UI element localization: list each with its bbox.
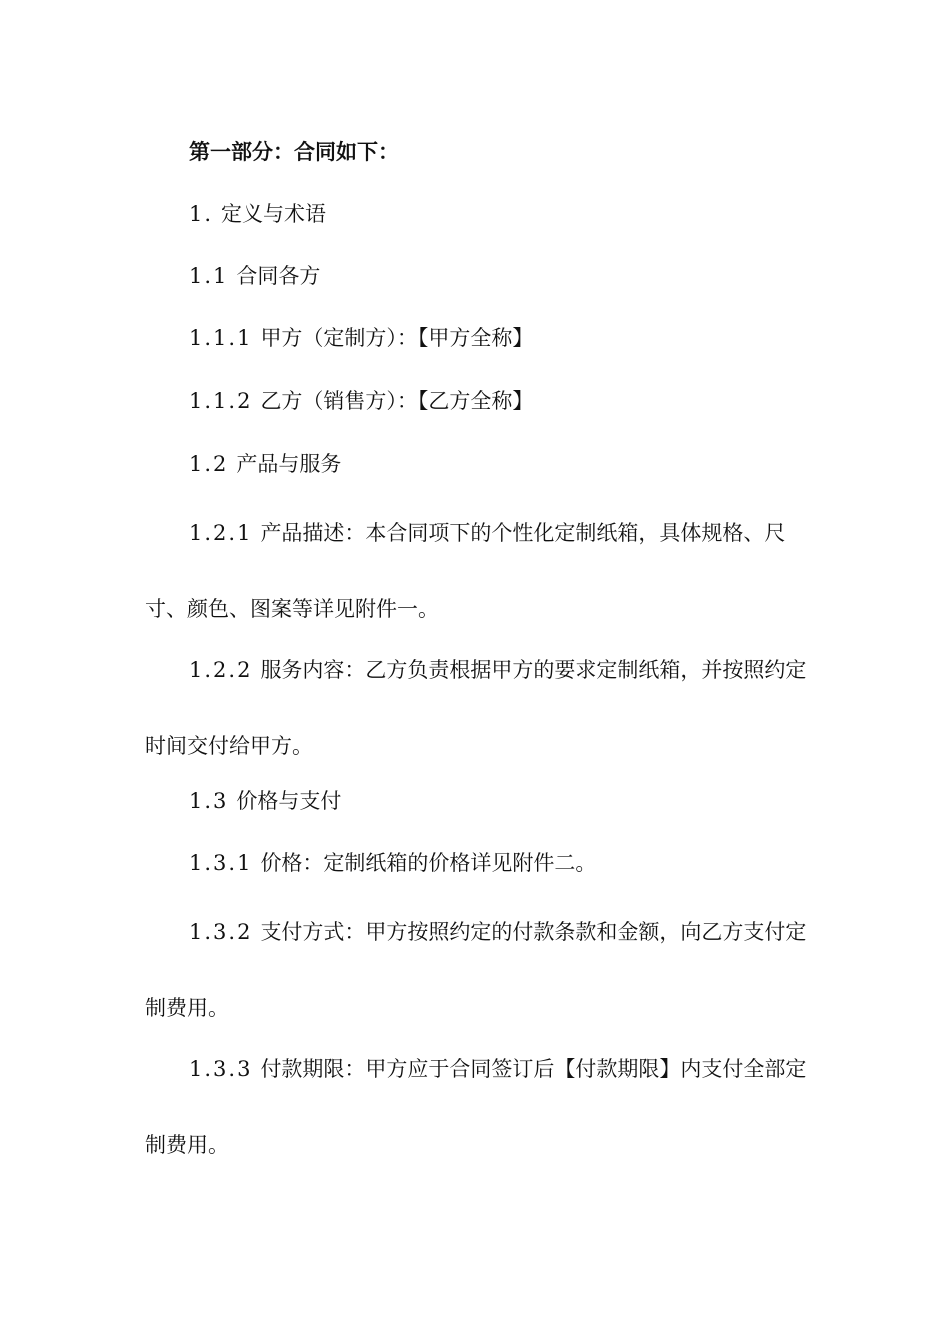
paragraph-1-1: [145, 245, 810, 307]
paragraph-1-3-2: [145, 894, 810, 1046]
paragraph-text: 产品描述：本合同项下的个性化定制纸箱，具体规格、尺寸、颜色、图案等详见附件一。: [145, 521, 786, 621]
paragraph-1-1-1: [145, 307, 810, 369]
paragraph-number: 1.2: [189, 452, 229, 476]
section-title: 第一部分：合同如下：: [189, 139, 399, 164]
paragraph-text: 乙方（销售方）：【乙方全称】: [260, 389, 534, 413]
paragraph-number: 1.3.2: [189, 920, 253, 944]
paragraph-text: 价格：定制纸箱的价格详见附件二。: [260, 851, 597, 875]
paragraph-text: 服务内容：乙方负责根据甲方的要求定制纸箱，并按照约定时间交付给甲方。: [145, 658, 807, 758]
paragraph-text: 价格与支付: [236, 789, 342, 813]
paragraph-text: 定义与术语: [221, 202, 327, 226]
paragraph-text: 甲方（定制方）：【甲方全称】: [260, 326, 534, 350]
paragraph-number: 1.3.3: [189, 1057, 253, 1081]
paragraph-1-3-3: [145, 1031, 810, 1183]
paragraph-text: 合同各方: [236, 264, 321, 288]
paragraph-1-1-2: [145, 370, 810, 432]
paragraph-number: 1.2.2: [189, 658, 253, 682]
paragraph-text: 付款期限：甲方应于合同签订后【付款期限】内支付全部定制费用。: [145, 1057, 807, 1157]
paragraph-text: 支付方式：甲方按照约定的付款条款和金额，向乙方支付定制费用。: [145, 920, 807, 1020]
paragraph-number: 1.1: [189, 264, 229, 288]
paragraph-number: 1.2.1: [189, 521, 253, 545]
paragraph-1-2-2: [145, 632, 810, 784]
paragraph-1-3: [145, 770, 810, 832]
paragraph-number: 1.3.1: [189, 851, 253, 875]
paragraph-number: 1.1.1: [189, 326, 253, 350]
paragraph-1-2-1: [145, 495, 810, 647]
paragraph-1-2: [145, 433, 810, 495]
paragraph-1: [145, 183, 810, 245]
paragraph-text: 产品与服务: [236, 452, 342, 476]
paragraph-1-3-1: [145, 832, 810, 894]
paragraph-number: 1.1.2: [189, 389, 253, 413]
paragraph-number: 1.: [189, 202, 214, 226]
paragraph-number: 1.3: [189, 789, 229, 813]
